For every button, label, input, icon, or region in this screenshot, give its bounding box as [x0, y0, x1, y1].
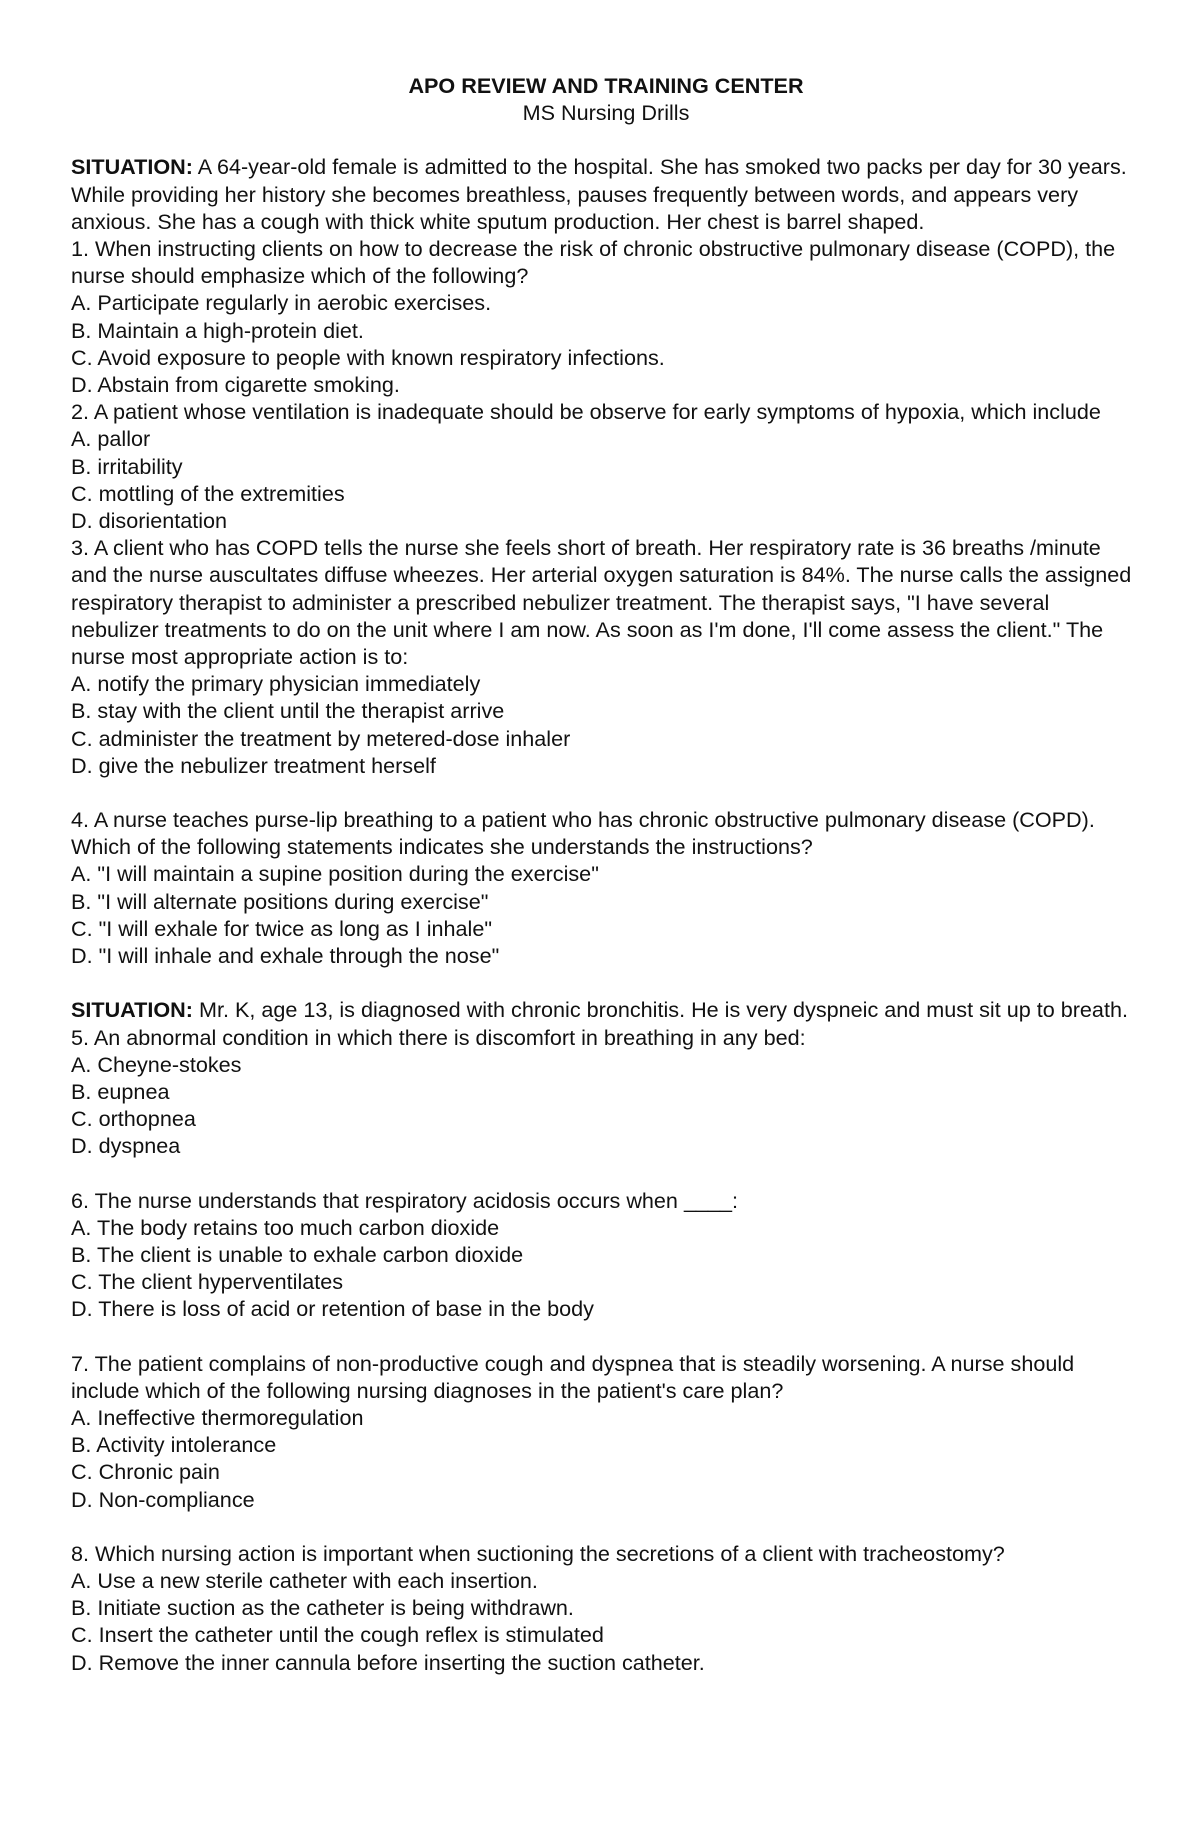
question-stem: 1. When instructing clients on how to decrease the risk of chronic obstructive pulmonary disease (COPD), the nurse should emphasize which of the following?	[71, 236, 1116, 289]
option-a: A. Participate regularly in aerobic exercises.	[71, 290, 492, 316]
option-b: B. irritability	[71, 453, 183, 479]
question-stem: 4. A nurse teaches purse-lip breathing to a patient who has chronic obstructive pulmonary disease (COPD). Which of the following statements indicates she understands the instructions?	[71, 807, 1095, 860]
option-b: B. "I will alternate positions during exercise"	[71, 888, 489, 914]
question-2	[71, 398, 1141, 534]
option-c: C. Insert the catheter until the cough reflex is stimulated	[71, 1622, 604, 1648]
option-c: C. Avoid exposure to people with known respiratory infections.	[71, 344, 665, 370]
option-c: C. mottling of the extremities	[71, 480, 345, 506]
question-4	[71, 806, 1141, 969]
option-b: B. Maintain a high-protein diet.	[71, 317, 364, 343]
situation-text: A 64-year-old female is admitted to the hospital. She has smoked two packs per day for 30 years. While providing her history she becomes breathless, pauses frequently between words, and appears very anxious. She has a cough with thick white sputum production. Her chest is barrel shaped.	[71, 154, 1127, 234]
question-1	[71, 235, 1141, 398]
option-d: D. dyspnea	[71, 1133, 181, 1159]
option-b: B. Activity intolerance	[71, 1432, 277, 1458]
option-b: B. stay with the client until the therapist arrive	[71, 698, 505, 724]
question-stem: 3. A client who has COPD tells the nurse she feels short of breath. Her respiratory rate is 36 breaths /minute and the nurse auscultates diffuse wheezes. Her arterial oxygen saturation is 84%. The nurse calls the assigned respiratory therapist to administer a prescribed nebulizer treatment. The therapist says, "I have several nebulizer treatments to do on the unit where I am now. As soon as I'm done, I'll come assess the client." The nurse most appropriate action is to:	[71, 535, 1132, 670]
option-c: C. Chronic pain	[71, 1459, 220, 1485]
question-stem: 2. A patient whose ventilation is inadequate should be observe for early symptoms of hypoxia, which include	[71, 399, 1101, 425]
option-d: D. There is loss of acid or retention of base in the body	[71, 1296, 594, 1322]
question-8	[71, 1540, 1141, 1676]
question-stem: 6. The nurse understands that respiratory acidosis occurs when ____:	[71, 1187, 738, 1213]
option-a: A. The body retains too much carbon dioxide	[71, 1214, 500, 1240]
option-d: D. Abstain from cigarette smoking.	[71, 372, 400, 398]
option-d: D. disorientation	[71, 508, 228, 534]
question-7	[71, 1350, 1141, 1513]
question-6	[71, 1187, 1141, 1323]
question-stem: 8. Which nursing action is important when suctioning the secretions of a client with tracheostomy?	[71, 1540, 1005, 1566]
option-c: C. "I will exhale for twice as long as I inhale"	[71, 915, 493, 941]
option-d: D. give the nebulizer treatment herself	[71, 752, 436, 778]
situation-1	[71, 153, 1141, 235]
option-a: A. Cheyne-stokes	[71, 1051, 242, 1077]
question-3	[71, 534, 1141, 779]
option-d: D. Non-compliance	[71, 1486, 255, 1512]
situation-text: Mr. K, age 13, is diagnosed with chronic bronchitis. He is very dyspneic and must sit up to breath.	[192, 997, 1128, 1023]
option-d: D. "I will inhale and exhale through the nose"	[71, 943, 500, 969]
option-b: B. The client is unable to exhale carbon dioxide	[71, 1241, 524, 1267]
option-a: A. "I will maintain a supine position during the exercise"	[71, 861, 599, 887]
question-5	[71, 1024, 1141, 1160]
option-c: C. orthopnea	[71, 1106, 196, 1132]
situation-label: SITUATION:	[71, 997, 193, 1023]
document-subtitle: MS Nursing Drills	[522, 100, 690, 126]
document-title: APO REVIEW AND TRAINING CENTER	[408, 73, 804, 98]
question-stem: 7. The patient complains of non-productive cough and dyspnea that is steadily worsening. A nurse should include which of the following nursing diagnoses in the patient's care plan?	[71, 1350, 1075, 1403]
option-a: A. pallor	[71, 426, 151, 452]
document-header	[71, 72, 1141, 126]
option-a: A. Ineffective thermoregulation	[71, 1404, 364, 1430]
option-a: A. notify the primary physician immediately	[71, 671, 481, 697]
situation-2	[71, 996, 1141, 1023]
option-b: B. eupnea	[71, 1078, 170, 1104]
document-page	[71, 72, 1141, 1676]
question-stem: 5. An abnormal condition in which there is discomfort in breathing in any bed:	[71, 1024, 806, 1050]
option-a: A. Use a new sterile catheter with each insertion.	[71, 1567, 538, 1593]
option-b: B. Initiate suction as the catheter is being withdrawn.	[71, 1595, 574, 1621]
situation-label: SITUATION:	[71, 154, 193, 180]
option-c: C. The client hyperventilates	[71, 1269, 344, 1295]
option-c: C. administer the treatment by metered-dose inhaler	[71, 725, 571, 751]
option-d: D. Remove the inner cannula before inserting the suction catheter.	[71, 1649, 705, 1675]
